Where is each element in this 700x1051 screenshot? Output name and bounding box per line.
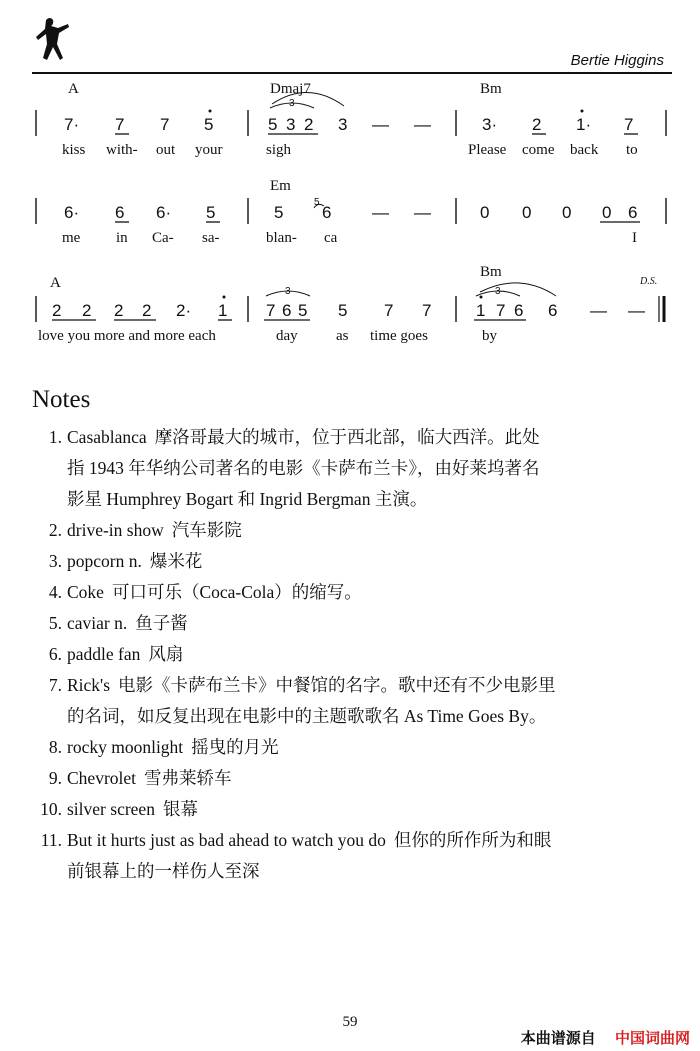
- note-text: 摩洛哥最大的城市，位于西北部，临大西洋。此处: [154, 427, 540, 447]
- lyric: sa-: [202, 230, 220, 246]
- lyric: I: [632, 230, 637, 246]
- note-text: 摇曳的月光: [191, 737, 279, 757]
- note-text: 鱼子酱: [135, 613, 188, 633]
- lyric: Please: [468, 142, 507, 158]
- note: 7: [496, 301, 506, 320]
- note: 2: [304, 115, 314, 134]
- note: 1: [218, 301, 228, 320]
- note-term: rocky moonlight: [67, 737, 184, 757]
- lyric: to: [626, 142, 638, 158]
- note: —: [628, 301, 645, 320]
- note-text: 影星 Humphrey Bogart 和 Ingrid Bergman 主演。: [67, 489, 428, 509]
- note-number: 1.: [48, 427, 62, 447]
- lyric: your: [195, 142, 223, 158]
- note: 3: [338, 115, 348, 134]
- note-term: Rick's: [67, 675, 111, 695]
- note: 2: [52, 301, 62, 320]
- note-number: 6.: [48, 644, 62, 664]
- note-item: [36, 763, 672, 794]
- note: 3·: [482, 115, 498, 134]
- lyric: blan-: [266, 230, 297, 246]
- note: —: [372, 115, 389, 134]
- note: 7: [160, 115, 170, 134]
- note-text: 风扇: [148, 644, 184, 664]
- lyric: with-: [106, 142, 138, 158]
- note-text: 电影《卡萨布兰卡》中餐馆的名字。歌中还有不少电影里: [118, 675, 556, 695]
- chord-label: Dmaj7: [270, 81, 311, 97]
- jianpu-score: [0, 0, 700, 360]
- triplet-mark: 3: [289, 98, 295, 109]
- note: 2: [532, 115, 542, 134]
- note: 6·: [156, 203, 172, 222]
- note: 0: [522, 203, 532, 222]
- note-item: [36, 732, 672, 763]
- note-number: 10.: [40, 799, 62, 819]
- note-term: drive-in show: [67, 520, 164, 540]
- note: —: [590, 301, 607, 320]
- note: 5: [268, 115, 278, 134]
- lyric: kiss: [62, 142, 86, 158]
- note: —: [372, 203, 389, 222]
- note-item: [36, 546, 672, 577]
- chord-label: A: [50, 275, 61, 291]
- note: 5: [204, 115, 214, 134]
- note: 7: [266, 301, 276, 320]
- note-item: [36, 422, 672, 515]
- page-number: 59: [342, 1014, 358, 1030]
- note-text: 但你的所作所为和眼: [393, 830, 552, 850]
- note: 6: [282, 301, 292, 320]
- note: 6: [322, 203, 332, 222]
- chord-label: Em: [270, 178, 291, 194]
- chord-label: Bm: [480, 81, 502, 97]
- note-text: 爆米花: [149, 551, 203, 571]
- lyric: day: [276, 328, 298, 344]
- note-item: [36, 670, 672, 732]
- triplet-mark: 3: [285, 286, 291, 297]
- note-term: Casablanca: [67, 427, 147, 447]
- note-number: 7.: [48, 675, 62, 695]
- note: 6: [115, 203, 125, 222]
- lyric: me: [62, 230, 81, 246]
- note-number: 11.: [40, 830, 62, 850]
- lyric: time goes: [370, 328, 428, 344]
- note: 5: [298, 301, 308, 320]
- note: —: [414, 115, 431, 134]
- note-number: 3.: [48, 551, 62, 571]
- lyric: sigh: [266, 142, 292, 158]
- note-term: Coke: [67, 582, 104, 602]
- lyric: come: [522, 142, 555, 158]
- note: 5: [206, 203, 216, 222]
- lyric: ca: [324, 230, 338, 246]
- ds-mark: D.S.: [640, 276, 658, 287]
- note: 7: [624, 115, 634, 134]
- lyric: back: [570, 142, 599, 158]
- note: 7: [422, 301, 432, 320]
- slur: [480, 283, 556, 296]
- octave-dot: [223, 296, 226, 299]
- note-number: 9.: [48, 768, 62, 788]
- lyric: Ca-: [152, 230, 174, 246]
- note-item: [36, 825, 672, 887]
- watermark-source: 本曲谱源自: [520, 1029, 596, 1047]
- note: 2: [82, 301, 92, 320]
- note: 7: [115, 115, 125, 134]
- lyric: by: [482, 328, 497, 344]
- note-number: 4.: [48, 582, 62, 602]
- note-term: caviar n.: [67, 613, 128, 633]
- note: 0: [562, 203, 572, 222]
- note-text: 汽车影院: [171, 520, 242, 540]
- note-text: 指 1943 年华纳公司著名的电影《卡萨布兰卡》，由好莱坞著名: [67, 458, 540, 478]
- note-term: silver screen: [67, 799, 155, 819]
- note-item: [36, 639, 672, 670]
- note-item: [36, 515, 672, 546]
- lyric: out: [156, 142, 176, 158]
- note-term: Chevrolet: [67, 768, 137, 788]
- note-term: But it hurts just as bad ahead to watch you do: [67, 830, 386, 850]
- notes-list: [36, 422, 672, 887]
- note-item: [36, 577, 672, 608]
- triplet-mark: 3: [495, 286, 501, 297]
- note-number: 8.: [48, 737, 62, 757]
- note: —: [414, 203, 431, 222]
- note-text: 银幕: [162, 799, 198, 819]
- note: 5: [274, 203, 284, 222]
- note-term: popcorn n.: [67, 551, 142, 571]
- note: 3: [286, 115, 296, 134]
- note: 2: [114, 301, 124, 320]
- note: 6·: [64, 203, 80, 222]
- note: 0: [480, 203, 490, 222]
- lyric: love you more and more each: [38, 328, 216, 344]
- grace-note: 5: [314, 197, 320, 208]
- note: 7·: [64, 115, 80, 134]
- note-item: [36, 794, 672, 825]
- note: 0: [602, 203, 612, 222]
- note-text: 的名词，如反复出现在电影中的主题歌歌名 As Time Goes By。: [67, 706, 547, 726]
- chord-label: A: [68, 81, 79, 97]
- note-text: 雪弗莱轿车: [144, 768, 232, 788]
- note: 2·: [176, 301, 192, 320]
- note-text: 前银幕上的一样伤人至深: [67, 861, 260, 881]
- note-number: 5.: [48, 613, 62, 633]
- watermark: [521, 1027, 690, 1048]
- note-number: 2.: [48, 520, 62, 540]
- watermark-site: 中国词曲网: [614, 1029, 690, 1047]
- lyric: as: [336, 328, 349, 344]
- octave-dot: [480, 296, 483, 299]
- note: 5: [338, 301, 348, 320]
- artist-name: Bertie Higgins: [570, 52, 664, 69]
- note: 2: [142, 301, 152, 320]
- note: 6: [514, 301, 524, 320]
- note: 6: [548, 301, 558, 320]
- chord-label: Bm: [480, 264, 502, 280]
- note: 1: [476, 301, 486, 320]
- note: 7: [384, 301, 394, 320]
- note-text: 可口可乐（Coca-Cola）的缩写。: [111, 582, 362, 602]
- note-item: [36, 608, 672, 639]
- octave-dot: [209, 110, 212, 113]
- note-term: paddle fan: [67, 644, 141, 664]
- note: 6: [628, 203, 638, 222]
- lyric: in: [116, 230, 128, 246]
- notes-heading: Notes: [32, 386, 91, 413]
- octave-dot: [581, 110, 584, 113]
- note: 1·: [576, 115, 592, 134]
